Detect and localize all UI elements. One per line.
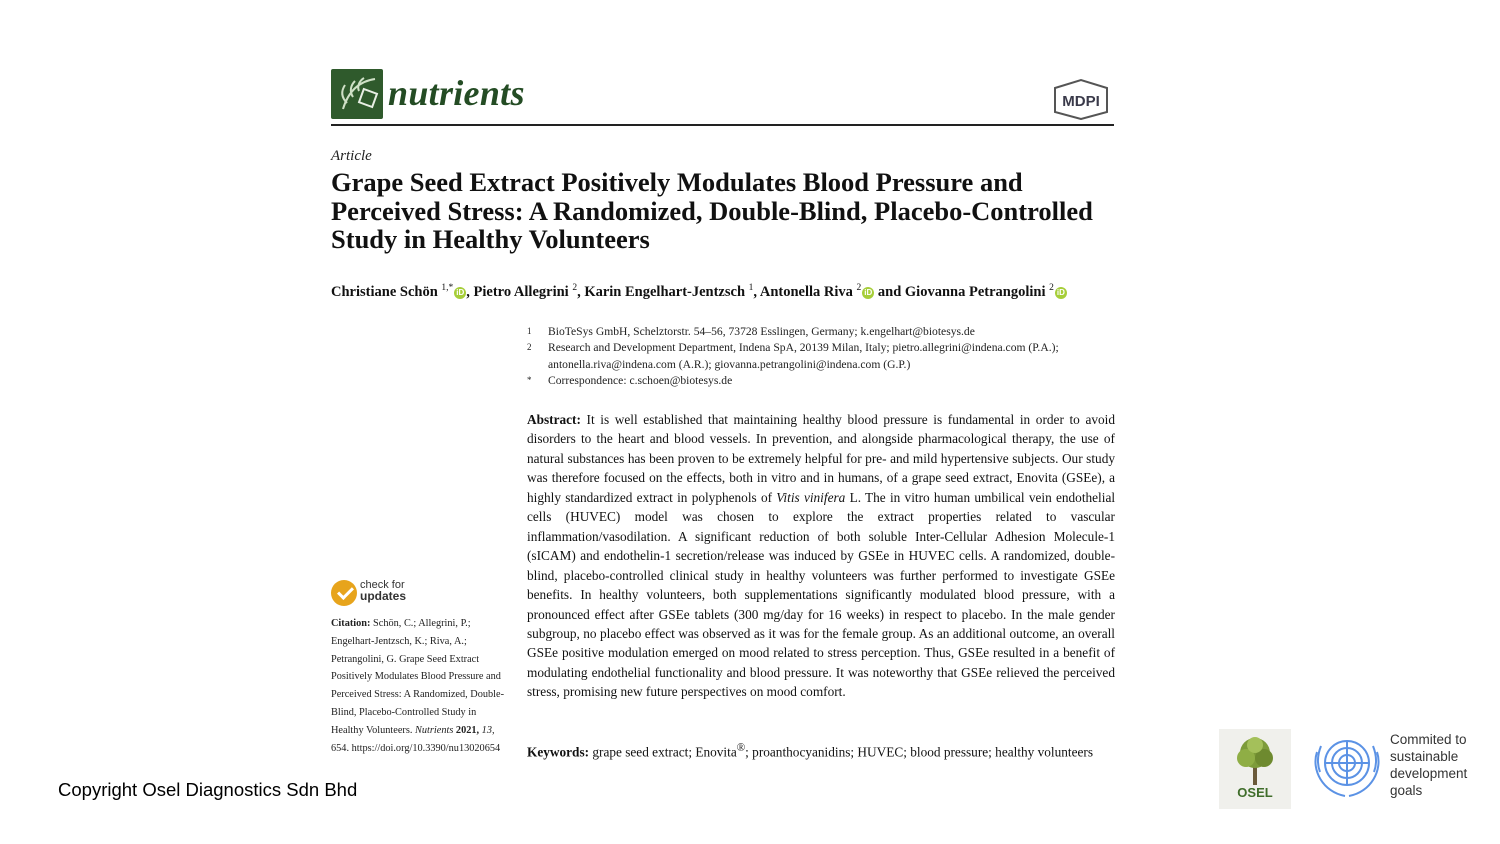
grape-leaf-icon	[331, 69, 383, 119]
author-list	[331, 278, 1131, 302]
citation-year: 2021,	[455, 724, 480, 736]
affiliation-item	[527, 373, 1127, 389]
affiliation-line: BioTeSys GmbH, Schelztorstr. 54–56, 73728 Esslingen, Germany; k.engelhart@biotesys.de	[548, 325, 975, 338]
citation-label: Citation:	[331, 618, 371, 629]
citation	[331, 615, 511, 757]
check-line-1: check for	[360, 579, 405, 591]
keywords-text-1: grape seed extract; Enovita	[592, 744, 737, 760]
article-type: Article	[331, 148, 372, 164]
citation-volume: 13,	[481, 724, 495, 736]
affiliations	[527, 324, 1127, 389]
affiliation-item	[527, 324, 1127, 340]
keywords	[527, 739, 1127, 761]
journal-logo	[331, 69, 383, 119]
citation-journal: Nutrients	[415, 724, 454, 736]
author-name: Pietro Allegrini	[473, 283, 569, 300]
affiliation-mark: 1	[527, 326, 532, 336]
copyright-notice: Copyright Osel Diagnostics Sdn Bhd	[58, 779, 358, 800]
author-separator: ,	[466, 283, 474, 300]
citation-doi-link[interactable]: 654. https://doi.org/10.3390/nu13020654	[331, 742, 501, 754]
author-affiliation-mark: 2	[856, 283, 862, 293]
sdg-commitment-text: Commited to sustainable development goals	[1390, 732, 1468, 798]
affiliation-line: Research and Development Department, Indena SpA, 20139 Milan, Italy; pietro.allegrini@indena.com (P.A.);	[548, 341, 1059, 355]
abstract-species: Vitis vinifera	[776, 489, 846, 505]
author-affiliation-mark: 2	[572, 283, 578, 293]
abstract-text-2: L. The in vitro human umbilical vein endothelial cells (HUVEC) model was chosen to explore the extract properties related to vascular inflammation/vasodilation. A significant reduction of both soluble Inter-Cellular Adhesion Molecule-1 (sICAM) and endothelin-1 secretion/release was induced by GSEe in HUVEC cells. A randomized, double-blind, placebo-controlled clinical study in healthy volunteers was further performed to investigate GSEe benefits. In healthy volunteers, both supplementations significantly modulated blood pressure, with a pronounced effect after GSEe tablets (300 mg/day for 16 weeks) in respect to placebo. In the male gender subgroup, no placebo effect was observed as it was for the female group. As an additional outcome, an overall GSEe positive modulation emerged on mood related to stress perception. Thus, GSEe resulted in a benefit of modulating endothelial functionality and blood pressure. It was noteworthy that GSEe relieved the perceived stress, promising new future perspectives on mood comfort.	[527, 489, 1116, 700]
author-name: Christiane Schön	[331, 283, 438, 300]
keywords-registered-mark: ®	[736, 742, 746, 754]
author-name: Antonella Riva	[759, 283, 853, 300]
affiliation-line: antonella.riva@indena.com (A.R.); giovanna.petrangolini@indena.com (G.P.)	[548, 357, 911, 371]
keywords-label: Keywords:	[527, 744, 590, 760]
author-affiliation-mark: 1,*	[441, 283, 454, 293]
orcid-icon[interactable]: iD	[1056, 287, 1065, 297]
author-separator: and	[874, 283, 905, 300]
mdpi-logo-text: MDPI	[1062, 93, 1100, 110]
affiliation-line: Correspondence: c.schoen@biotesys.de	[548, 373, 733, 387]
affiliation-mark: *	[527, 374, 532, 385]
osel-logo-text: OSEL	[1237, 785, 1273, 800]
affiliation-item	[527, 340, 1127, 373]
osel-logo	[1219, 729, 1291, 809]
journal-name: nutrients	[388, 73, 525, 113]
orcid-icon[interactable]: iD	[456, 287, 465, 297]
abstract-text-1: It is well established that maintaining healthy blood pressure is fundamental in order to avoid disorders to the heart and blood vessels. In prevention, and alongside pharmacological therapy, the use of natural substances has been proven to be extremely helpful for pre- and mild hypertensive subjects. Our study was therefore focused on the effects, both in vitro and in humans, of a grape seed extract, Enovita (GSEe), a highly standardized extract in polyphenols of	[527, 412, 1115, 505]
check-for-updates-button[interactable]	[331, 579, 491, 609]
un-emblem-icon	[1309, 730, 1385, 800]
author-separator: ,	[753, 283, 760, 300]
abstract-label: Abstract:	[527, 412, 581, 427]
orcid-icon[interactable]: iD	[864, 287, 873, 297]
mdpi-logo	[1049, 78, 1113, 120]
citation-text: Schön, C.; Allegrini, P.; Engelhart-Jentzsch, K.; Riva, A.; Petrangolini, G. Grape Seed Extract Positively Modulates Blood Pressure and Perceived Stress: A Randomized, Double-Blind, Placebo-Controlled Study in Healthy Volunteers.	[331, 618, 505, 736]
check-line-2: updates	[360, 589, 407, 603]
author-name: Karin Engelhart-Jentzsch	[584, 283, 746, 300]
author-affiliation-mark: 2	[1049, 283, 1054, 293]
author-separator: ,	[577, 283, 585, 300]
author-name: Giovanna Petrangolini	[904, 283, 1046, 300]
author-affiliation-mark: 1	[748, 283, 754, 293]
affiliation-mark: 2	[527, 342, 532, 353]
paper-title: Grape Seed Extract Positively Modulates Blood Pressure and Perceived Stress: A Randomized, Double-Blind, Placebo-Controlled Study in Healthy Volunteers	[331, 167, 1093, 254]
abstract	[527, 410, 1115, 702]
keywords-text-2: ; proanthocyanidins; HUVEC; blood pressure; healthy volunteers	[745, 744, 1094, 760]
check-icon	[331, 580, 357, 606]
header-rule	[331, 124, 1114, 126]
